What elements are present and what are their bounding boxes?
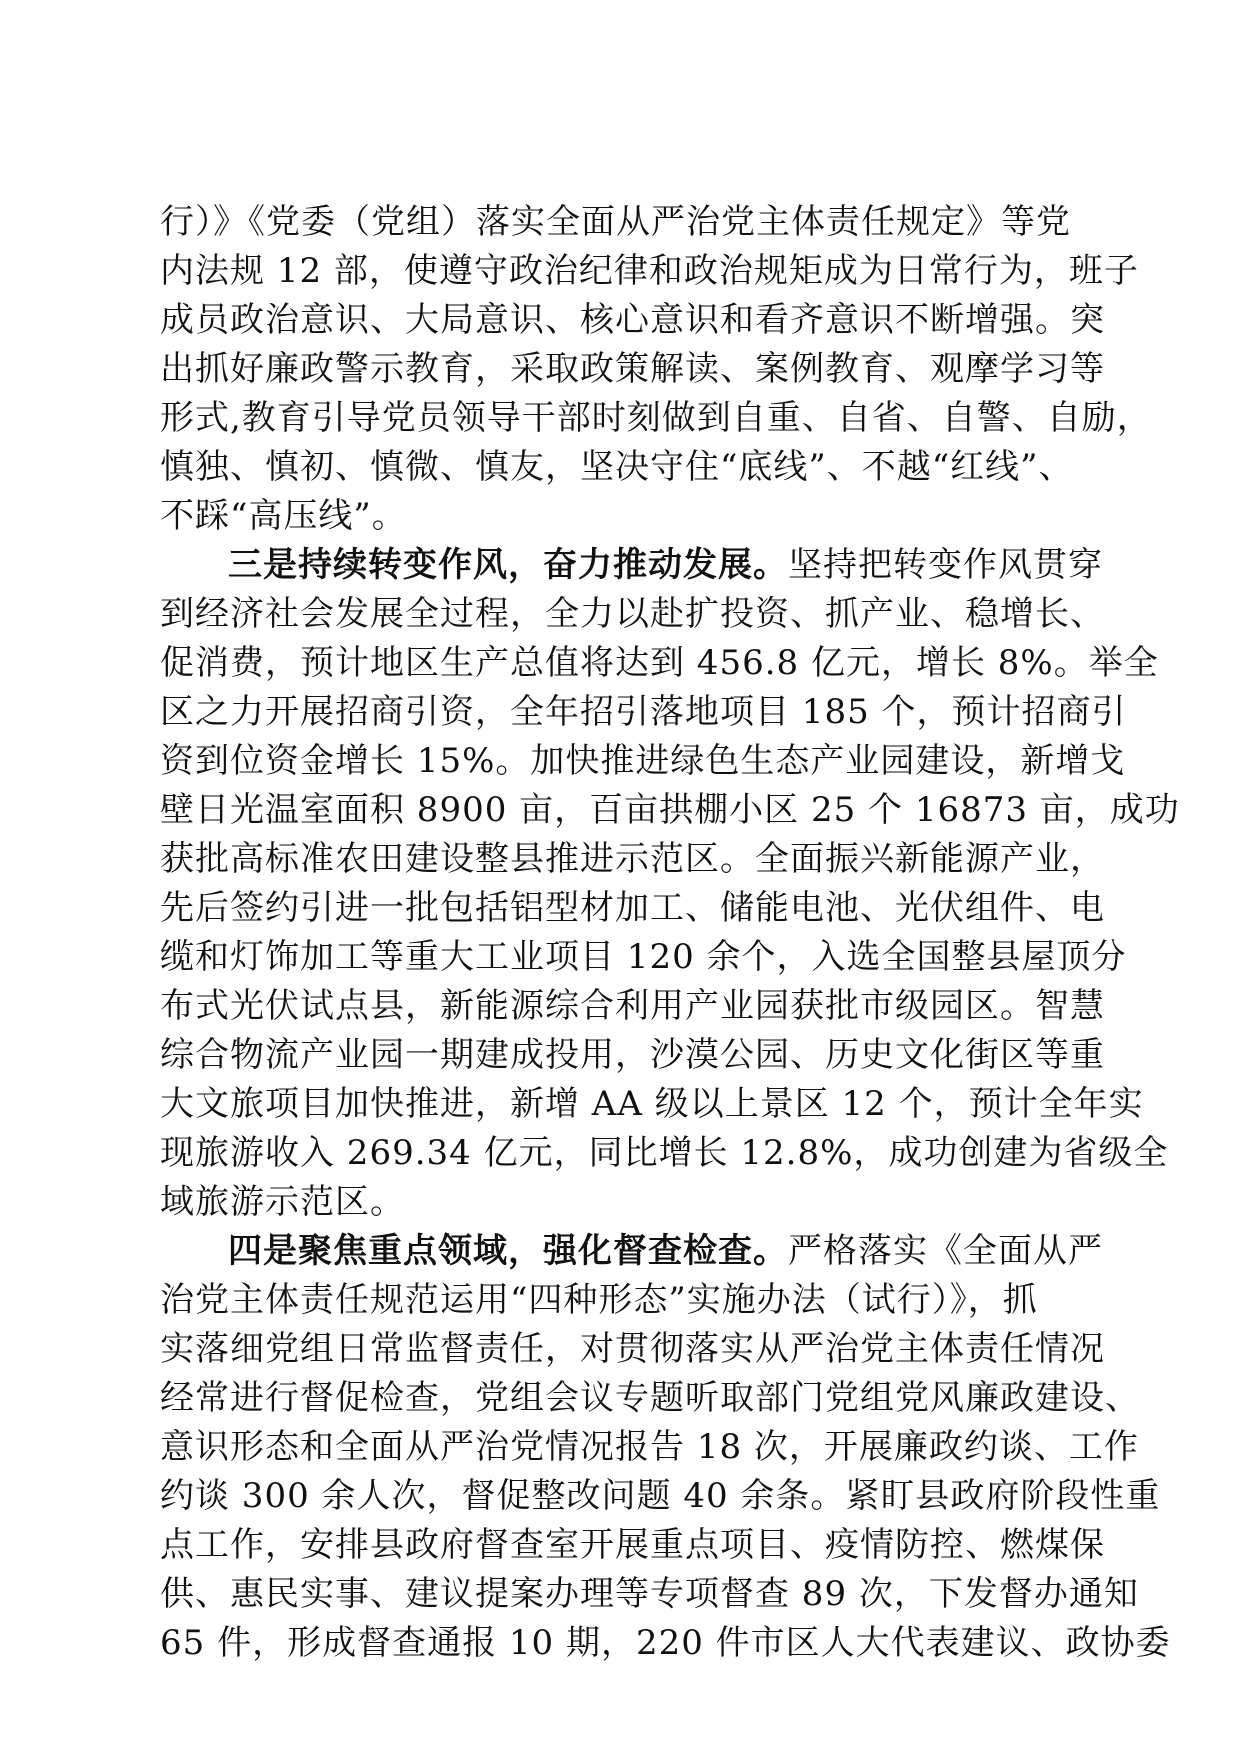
p2-line-3: 促消费，预计地区生产总值将达到 456.8 亿元，增长 8%。举全 — [160, 643, 1159, 683]
p2-heading: 三是持续转变作风，奋力推动发展。 — [228, 545, 788, 585]
p1-line-1: 行）》《党委（党组）落实全面从严治党主体责任规定》等党 — [160, 202, 1071, 242]
p1-line-6: 慎独、慎初、慎微、慎友，坚决守住“底线”、不越“红线”、 — [160, 447, 1074, 487]
p1-line-2: 内法规 12 部，使遵守政治纪律和政治规矩成为日常行为，班子 — [160, 251, 1139, 291]
p3-line-7: 点工作，安排县政府督查室开展重点项目、疫情防控、燃煤保 — [160, 1525, 1105, 1565]
p1-line-4: 出抓好廉政警示教育，采取政策解读、案例教育、观摩学习等 — [160, 349, 1105, 389]
p3-line-9: 65 件，形成督查通报 10 期，220 件市区人大代表建议、政协委 — [160, 1623, 1171, 1663]
p2-line-5: 资到位资金增长 15%。加快推进绿色生态产业园建设，新增戈 — [160, 741, 1126, 781]
p2-line-14: 域旅游示范区。 — [160, 1182, 405, 1222]
body-text — [160, 198, 1180, 1668]
p2-line-12: 大文旅项目加快推进，新增 AA 级以上景区 12 个，预计全年实 — [160, 1084, 1144, 1124]
p3-line-6: 约谈 300 余人次，督促整改问题 40 余条。紧盯县政府阶段性重 — [160, 1476, 1161, 1516]
p1-line-7: 不踩“高压线”。 — [160, 496, 407, 536]
p1-line-5: 形式,教育引导党员领导干部时刻做到自重、自省、自警、自励， — [160, 398, 1152, 438]
p3-line-8: 供、惠民实事、建议提案办理等专项督查 89 次，下发督办通知 — [160, 1574, 1139, 1614]
p2-line-13: 现旅游收入 269.34 亿元，同比增长 12.8%，成功创建为省级全 — [160, 1133, 1169, 1173]
p3-line-2: 治党主体责任规范运用“四种形态”实施办法（试行）》，抓 — [160, 1280, 1038, 1320]
p2-line-10: 布式光伏试点县，新能源综合利用产业园获批市级园区。智慧 — [160, 986, 1105, 1026]
p3-line-3: 实落细党组日常监督责任，对贯彻落实从严治党主体责任情况 — [160, 1329, 1105, 1369]
p3-first-line — [160, 1227, 1103, 1276]
p3-line-4: 经常进行督促检查，党组会议专题听取部门党组党风廉政建设、 — [160, 1378, 1140, 1418]
p2-line-8: 先后签约引进一批包括铝型材加工、储能电池、光伏组件、电 — [160, 888, 1105, 928]
p2-line-7: 获批高标准农田建设整县推进示范区。全面振兴新能源产业， — [160, 839, 1105, 879]
p2-first-line — [160, 541, 1103, 590]
p3-first-line-rest: 严格落实《全面从严 — [788, 1231, 1103, 1271]
p2-line-2: 到经济社会发展全过程，全力以赴扩投资、抓产业、稳增长、 — [160, 594, 1105, 634]
p1-line-3: 成员政治意识、大局意识、核心意识和看齐意识不断增强。突 — [160, 300, 1105, 340]
p3-heading: 四是聚焦重点领域，强化督查检查。 — [228, 1231, 788, 1271]
p2-line-9: 缆和灯饰加工等重大工业项目 120 余个，入选全国整县屋顶分 — [160, 937, 1127, 977]
p3-line-5: 意识形态和全面从严治党情况报告 18 次，开展廉政约谈、工作 — [160, 1427, 1139, 1467]
p2-line-6: 壁日光温室面积 8900 亩，百亩拱棚小区 25 个 16873 亩，成功 — [160, 790, 1180, 830]
p2-first-line-rest: 坚持把转变作风贯穿 — [788, 545, 1103, 585]
p2-line-11: 综合物流产业园一期建成投用，沙漠公园、历史文化街区等重 — [160, 1035, 1105, 1075]
p2-line-4: 区之力开展招商引资，全年招引落地项目 185 个，预计招商引 — [160, 692, 1127, 732]
